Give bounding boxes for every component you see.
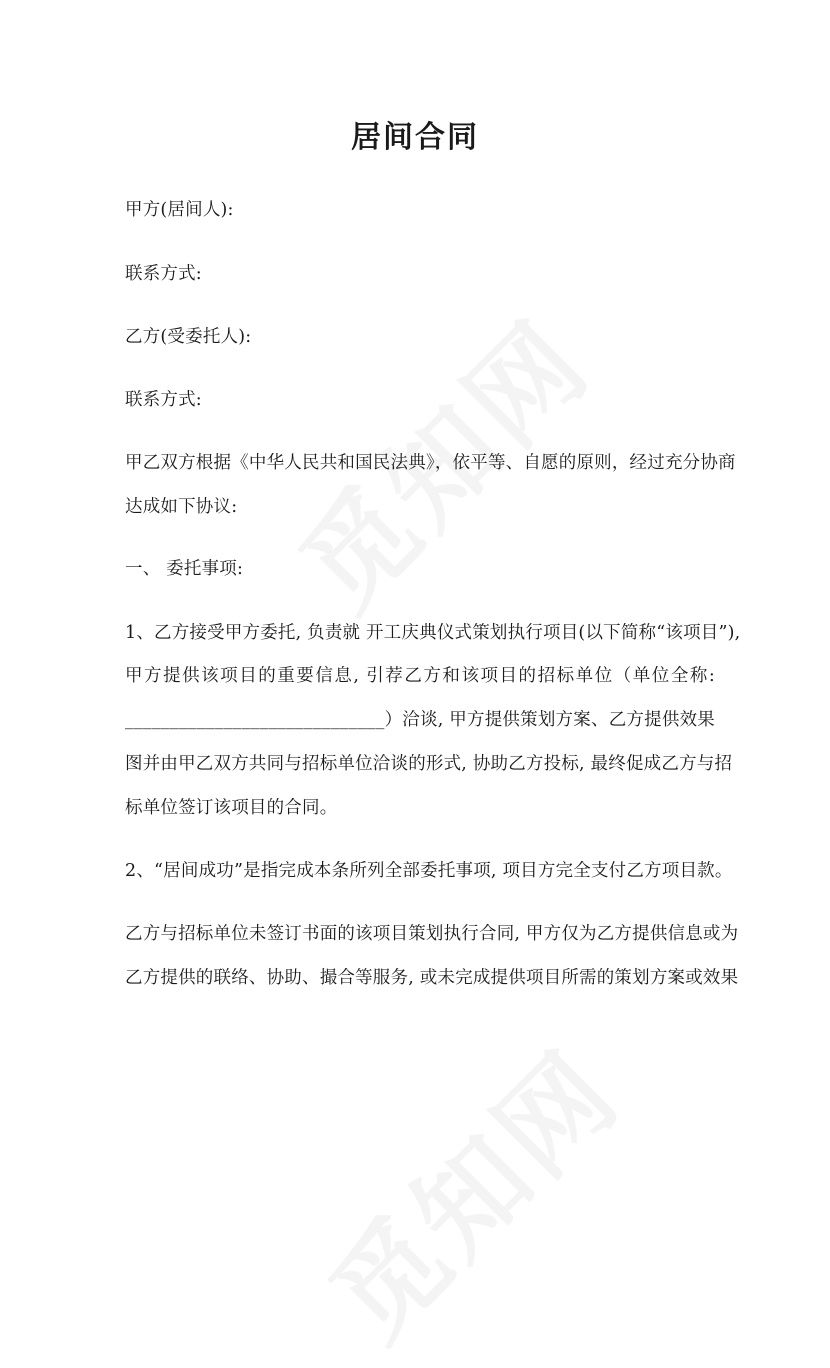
clause-1-line: 1、乙方接受甲方委托, 负责就 开工庆典仪式策划执行项目(以下简称“该项目”), bbox=[125, 623, 741, 643]
clause-1-line: _____________________________）洽谈, 甲方提供策划方案、乙方提供效果 bbox=[125, 710, 715, 730]
party-a-contact-label: 联系方式: bbox=[125, 264, 202, 284]
clause-3-line: 乙方提供的联络、协助、撮合等服务, 或未完成提供项目所需的策划方案或效果 bbox=[125, 968, 739, 988]
clause-1-line: 甲方提供该项目的重要信息, 引荐乙方和该项目的招标单位（单位全称: bbox=[125, 666, 715, 686]
clause-1-line: 标单位签订该项目的合同。 bbox=[125, 798, 338, 818]
intro-paragraph-line: 达成如下协议: bbox=[125, 497, 238, 517]
document-title: 居间合同 bbox=[351, 120, 479, 155]
intro-paragraph-line: 甲乙双方根据《中华人民共和国民法典》，依平等、自愿的原则，经过充分协商 bbox=[125, 453, 736, 473]
clause-3-line: 乙方与招标单位未签订书面的该项目策划执行合同, 甲方仅为乙方提供信息或为 bbox=[125, 924, 739, 944]
section-heading: 一、 委托事项: bbox=[125, 559, 244, 579]
party-a-label: 甲方(居间人): bbox=[125, 200, 234, 220]
party-b-label: 乙方(受委托人): bbox=[125, 327, 252, 347]
clause-2-line: 2、“居间成功”是指完成本条所列全部委托事项, 项目方完全支付乙方项目款。 bbox=[125, 861, 733, 881]
clause-1-line: 图并由甲乙双方共同与招标单位洽谈的形式, 协助乙方投标, 最终促成乙方与招 bbox=[125, 754, 733, 774]
watermark bbox=[290, 1010, 648, 1368]
party-b-contact-label: 联系方式: bbox=[125, 390, 202, 410]
